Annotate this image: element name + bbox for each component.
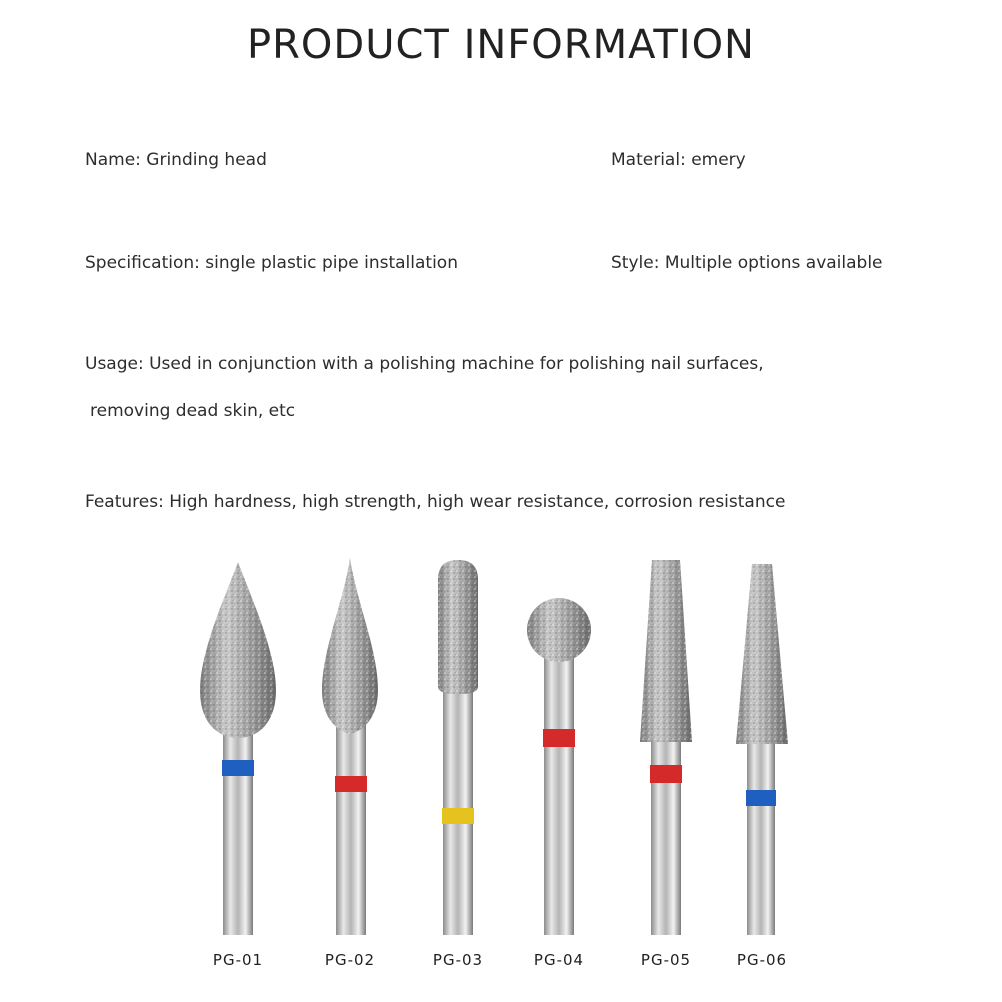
band-red bbox=[543, 729, 575, 747]
features-text: Features: High hardness, high strength, high wear resistance, corrosion resistance bbox=[85, 492, 786, 512]
style-text: Style: Multiple options available bbox=[611, 253, 883, 273]
product-code-pg-06: PG-06 bbox=[736, 951, 788, 969]
drill-bits-illustration bbox=[0, 545, 1002, 945]
band-red bbox=[650, 765, 682, 783]
usage-text-line2: removing dead skin, etc bbox=[90, 401, 296, 421]
band-yellow bbox=[442, 808, 474, 824]
usage-text-line1: Usage: Used in conjunction with a polishing machine for polishing nail surfaces, bbox=[85, 354, 764, 374]
page-title: PRODUCT INFORMATION bbox=[247, 22, 755, 68]
band-blue bbox=[222, 760, 254, 776]
product-code-pg-04: PG-04 bbox=[533, 951, 585, 969]
product-code-pg-02: PG-02 bbox=[324, 951, 376, 969]
material-text: Material: emery bbox=[611, 150, 746, 170]
drill-bit-pg-05 bbox=[640, 560, 692, 935]
drill-bit-pg-04 bbox=[527, 598, 591, 935]
product-code-pg-05: PG-05 bbox=[640, 951, 692, 969]
product-code-pg-03: PG-03 bbox=[432, 951, 484, 969]
drill-bit-pg-01 bbox=[200, 562, 276, 935]
specification-text: Specification: single plastic pipe installation bbox=[85, 253, 458, 273]
drill-bit-pg-02 bbox=[322, 558, 378, 935]
band-red bbox=[335, 776, 367, 792]
drill-bit-pg-03 bbox=[438, 560, 478, 935]
drill-bit-pg-06 bbox=[736, 564, 788, 935]
name-text: Name: Grinding head bbox=[85, 150, 267, 170]
product-code-pg-01: PG-01 bbox=[212, 951, 264, 969]
band-blue bbox=[746, 790, 776, 806]
